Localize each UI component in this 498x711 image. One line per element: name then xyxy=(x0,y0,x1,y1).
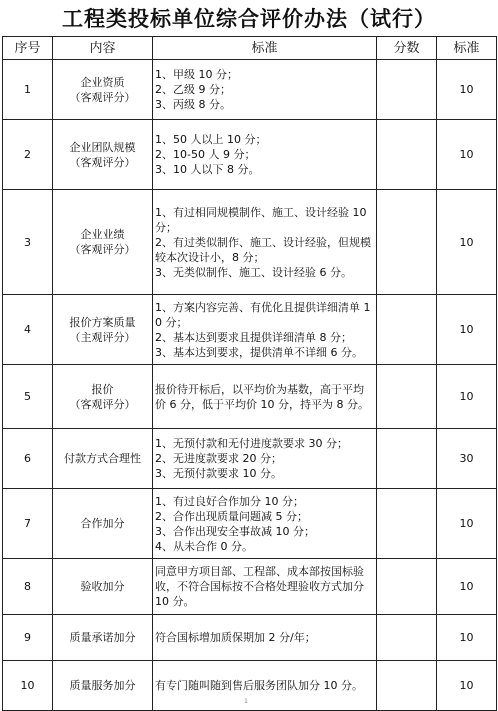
standard-line: 2、有过类似制作、施工、设计经验，但规模较本次设计小，8 分； xyxy=(155,235,371,264)
content-line: 质量服务加分 xyxy=(69,679,136,692)
row-content xyxy=(53,295,153,365)
row-max: 10 xyxy=(437,559,497,615)
row-content xyxy=(53,120,153,190)
standard-line: 同意甲方项目部、工程部、成本部按国标验收，不符合国标按不合格处理验收方式加分 10 分。 xyxy=(155,565,364,608)
content-line: （客观评分） xyxy=(69,155,136,169)
row-score[interactable] xyxy=(377,295,437,365)
header-score: 分数 xyxy=(377,37,437,60)
row-no: 4 xyxy=(3,295,53,365)
row-score[interactable] xyxy=(377,190,437,295)
content-line: 报价 xyxy=(91,382,114,396)
row-content xyxy=(53,615,153,661)
row-no: 5 xyxy=(3,365,53,429)
row-max: 10 xyxy=(437,190,497,295)
standard-line: 1、50 人以上 10 分； xyxy=(155,133,267,146)
content-line: 合作加分 xyxy=(80,517,125,530)
standard-line: 有专门随叫随到售后服务团队加分 10 分。 xyxy=(155,679,363,692)
row-score[interactable] xyxy=(377,365,437,429)
standard-line: 2、合作出现质量问题减 5 分； xyxy=(155,509,308,523)
table-row xyxy=(3,60,497,120)
table-row xyxy=(3,190,497,295)
standard-line: 3、无预付款要求 10 分。 xyxy=(155,467,282,480)
row-no: 1 xyxy=(3,60,53,120)
row-no: 3 xyxy=(3,190,53,295)
content-line: 企业资质 xyxy=(80,75,125,89)
row-standard xyxy=(153,295,377,365)
row-no: 6 xyxy=(3,429,53,489)
row-max: 10 xyxy=(437,615,497,661)
row-standard xyxy=(153,120,377,190)
row-content xyxy=(53,60,153,120)
standard-line: 1、有过良好合作加分 10 分； xyxy=(155,494,304,508)
content-line: 付款方式合理性 xyxy=(64,452,141,465)
content-line: 企业业绩 xyxy=(80,228,125,241)
page-title: 工程类投标单位综合评价办法（试行） xyxy=(62,6,436,31)
row-no: 2 xyxy=(3,120,53,190)
table-row xyxy=(3,559,497,615)
table-row xyxy=(3,661,497,711)
standard-line: 2、10-50 人 9 分； xyxy=(155,148,256,161)
row-score[interactable] xyxy=(377,615,437,661)
content-line: 验收加分 xyxy=(80,580,125,593)
standard-line: 2、无进度款要求 20 分； xyxy=(155,452,282,465)
content-line: （客观评分） xyxy=(69,90,136,104)
table-row xyxy=(3,295,497,365)
row-standard xyxy=(153,489,377,559)
row-max: 10 xyxy=(437,661,497,711)
row-content xyxy=(53,559,153,615)
standard-line: 3、丙级 8 分。 xyxy=(155,98,231,111)
header-content: 内容 xyxy=(53,37,153,60)
content-line: 质量承诺加分 xyxy=(69,631,136,644)
row-max: 10 xyxy=(437,60,497,120)
table-row xyxy=(3,365,497,429)
table-row xyxy=(3,489,497,559)
standard-line: 1、无预付款和无付进度款要求 30 分； xyxy=(155,437,348,450)
row-no: 10 xyxy=(3,661,53,711)
row-standard xyxy=(153,190,377,295)
row-max: 10 xyxy=(437,365,497,429)
standard-line: 符合国标增加质保期加 2 分/年； xyxy=(155,631,316,644)
standard-line: 3、基本达到要求，提供清单不详细 6 分。 xyxy=(155,345,363,359)
page-footer-mark: 1 xyxy=(244,698,248,705)
standard-line: 1、甲级 10 分； xyxy=(155,68,238,81)
row-max: 10 xyxy=(437,295,497,365)
standard-line: 4、从未合作 0 分。 xyxy=(155,539,253,553)
standard-line: 3、无类似制作、施工、设计经验 6 分。 xyxy=(155,265,352,279)
content-line: （客观评分） xyxy=(69,243,136,256)
row-score[interactable] xyxy=(377,559,437,615)
table-row xyxy=(3,120,497,190)
row-score[interactable] xyxy=(377,429,437,489)
row-no: 8 xyxy=(3,559,53,615)
row-score[interactable] xyxy=(377,661,437,711)
row-standard xyxy=(153,661,377,711)
row-standard xyxy=(153,429,377,489)
header-no: 序号 xyxy=(3,37,53,60)
row-score[interactable] xyxy=(377,120,437,190)
row-standard xyxy=(153,615,377,661)
row-content xyxy=(53,365,153,429)
row-content xyxy=(53,489,153,559)
content-line: （客观评分） xyxy=(69,397,136,411)
table-row xyxy=(3,429,497,489)
standard-line: 3、合作出现安全事故减 10 分； xyxy=(155,524,315,538)
row-standard xyxy=(153,60,377,120)
row-score[interactable] xyxy=(377,489,437,559)
content-line: （主观评分） xyxy=(69,330,136,344)
row-content xyxy=(53,661,153,711)
row-standard xyxy=(153,365,377,429)
header-max: 标准 xyxy=(437,37,497,60)
standard-line: 2、乙级 9 分； xyxy=(155,83,231,96)
row-score[interactable] xyxy=(377,60,437,120)
standard-line: 1、有过相同规模制作、施工、设计经验 10 分； xyxy=(155,205,367,234)
row-max: 10 xyxy=(437,120,497,190)
row-content xyxy=(53,190,153,295)
table-row xyxy=(3,615,497,661)
content-line: 企业团队规模 xyxy=(69,140,136,154)
row-standard xyxy=(153,559,377,615)
table-header-row xyxy=(3,37,497,60)
row-max: 10 xyxy=(437,489,497,559)
evaluation-table xyxy=(2,36,497,711)
header-standard: 标准 xyxy=(153,37,377,60)
row-max: 30 xyxy=(437,429,497,489)
standard-line: 3、10 人以下 8 分。 xyxy=(155,163,260,176)
standard-line: 报价待开标后，以平均价为基数，高于平均价 6 分，低于平均价 10 分，持平为 8 分。 xyxy=(155,382,369,411)
standard-line: 1、方案内容完善、有优化且提供详细清单 10 分； xyxy=(155,300,371,329)
row-no: 9 xyxy=(3,615,53,661)
row-content xyxy=(53,429,153,489)
content-line: 报价方案质量 xyxy=(69,315,136,329)
row-no: 7 xyxy=(3,489,53,559)
standard-line: 2、基本达到要求且提供详细清单 8 分； xyxy=(155,330,352,344)
